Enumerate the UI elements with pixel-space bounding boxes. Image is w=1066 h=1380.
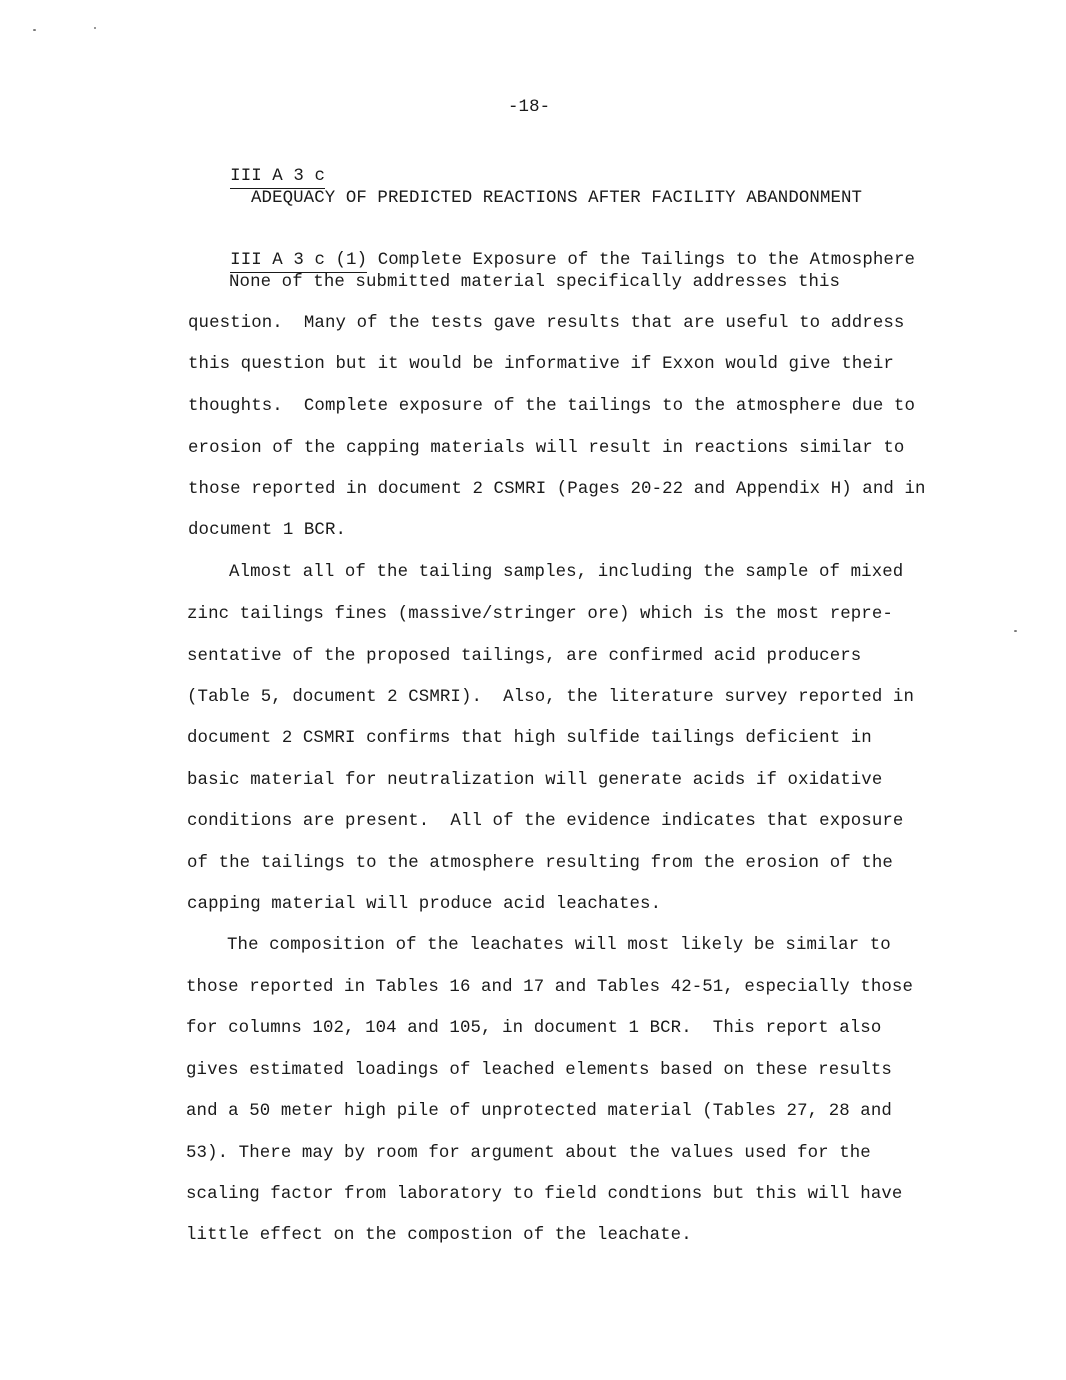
text-line: document 2 CSMRI confirms that high sulfide tailings deficient in (187, 729, 872, 748)
text-line: those reported in document 2 CSMRI (Pages 20-22 and Appendix H) and in (188, 480, 926, 499)
text-line: thoughts. Complete exposure of the tailings to the atmosphere due to (188, 397, 915, 416)
subsection-number: III A 3 c (1) (230, 251, 367, 273)
text-line: capping material will produce acid leachates. (187, 895, 662, 914)
text-line: for columns 102, 104 and 105, in document 1 BCR. This report also (186, 1019, 882, 1038)
text-line: question. Many of the tests gave results that are useful to address (188, 314, 905, 333)
text-line: scaling factor from laboratory to field condtions but this will have (186, 1185, 903, 1204)
text-line: None of the submitted material specifically addresses this (229, 273, 841, 292)
text-line: document 1 BCR. (188, 521, 347, 540)
text-line: basic material for neutralization will generate acids if oxidative (187, 771, 883, 790)
text-line: and a 50 meter high pile of unprotected material (Tables 27, 28 and (186, 1102, 892, 1121)
scan-speck (33, 29, 36, 31)
text-line: sentative of the proposed tailings, are confirmed acid producers (187, 647, 862, 666)
section-title: ADEQUACY OF PREDICTED REACTIONS AFTER FACILITY ABANDONMENT (251, 189, 863, 208)
text-line: gives estimated loadings of leached elements based on these results (186, 1061, 892, 1080)
text-line: Almost all of the tailing samples, including the sample of mixed (229, 563, 904, 582)
page-number: -18- (508, 98, 551, 117)
section-heading-text: III A 3 c (230, 167, 325, 189)
text-line: erosion of the capping materials will result in reactions similar to (188, 439, 905, 458)
text-line: The composition of the leachates will most likely be similar to (227, 936, 891, 955)
text-line: little effect on the compostion of the leachate. (186, 1226, 692, 1245)
scan-speck (94, 27, 96, 29)
text-line: zinc tailings fines (massive/stringer ore) which is the most repre- (187, 605, 893, 624)
text-line: (Table 5, document 2 CSMRI). Also, the literature survey reported in (187, 688, 914, 707)
text-line: 53). There may by room for argument about the values used for the (186, 1144, 871, 1163)
text-line: this question but it would be informative if Exxon would give their (188, 355, 894, 374)
text-line: conditions are present. All of the evidence indicates that exposure (187, 812, 904, 831)
text-line: of the tailings to the atmosphere resulting from the erosion of the (187, 854, 893, 873)
scan-speck (1014, 630, 1017, 632)
text-line: those reported in Tables 16 and 17 and Tables 42-51, especially those (186, 978, 913, 997)
subsection-title: Complete Exposure of the Tailings to the Atmosphere (377, 251, 916, 270)
